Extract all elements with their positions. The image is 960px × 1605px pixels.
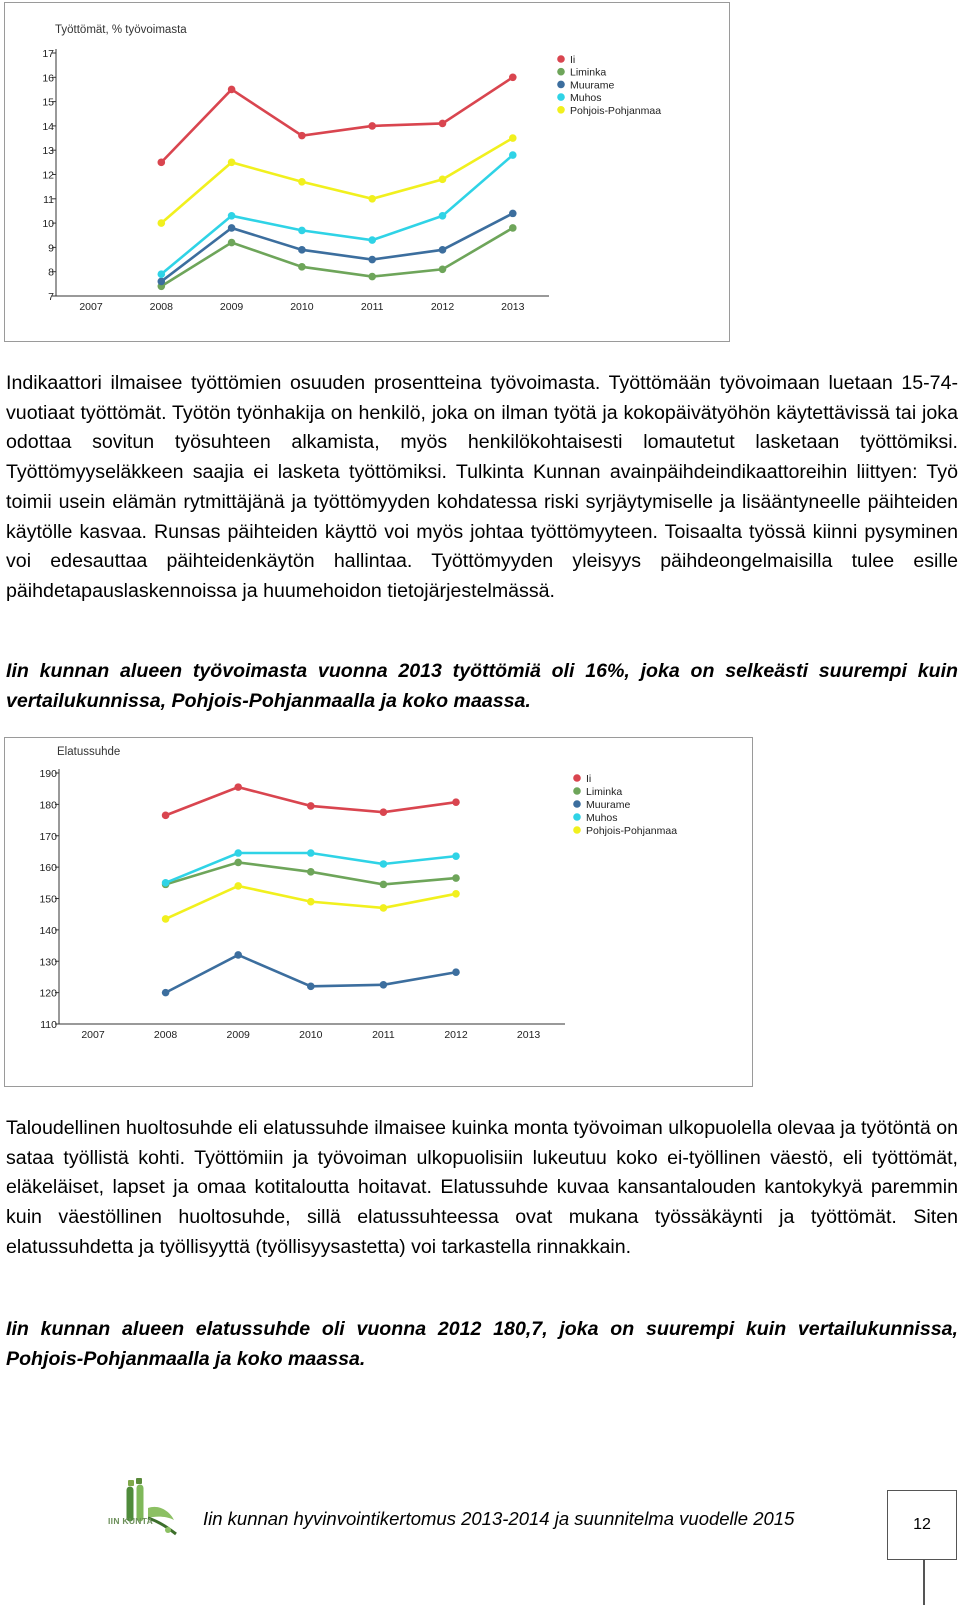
data-point-muhos	[158, 270, 166, 278]
data-point-liminka	[368, 273, 376, 281]
data-point-pohjois-pohjanmaa	[439, 176, 447, 184]
data-point-muhos	[368, 236, 376, 244]
municipality-logo-text: IIN KUNTA	[108, 1516, 154, 1526]
data-point-muurame	[368, 256, 376, 264]
y-tick-label: 110	[40, 1019, 57, 1031]
data-point-muhos	[228, 212, 236, 220]
legend-label: Muurame	[586, 799, 631, 811]
data-point-ii	[307, 802, 315, 810]
data-point-pohjois-pohjanmaa	[162, 915, 170, 923]
data-point-liminka	[228, 239, 236, 247]
y-tick-label: 140	[39, 924, 57, 937]
legend-label: Muurame	[570, 79, 615, 92]
legend-marker	[573, 800, 581, 808]
x-tick-label: 2009	[219, 301, 244, 313]
data-point-muhos	[307, 849, 315, 857]
data-point-muhos	[298, 227, 306, 235]
paragraph-dependency-definition: Taloudellinen huoltosuhde eli elatussuhde ilmaisee kuinka monta työvoiman ulkopuolella olevaa ja työtöntä on sataa työllistä kohti. Työttömiin ja työvoiman ulkopuolisiin lukeutuu koko ei-työllinen väestö, eli työttömät, eläkeläiset, lapset ja omaa kotitaloutta hoitavat. Elatussuhde kuvaa kansantalouden kantokykyä paremmin kuin väestöllinen huoltosuhde, sillä elatussuhteessa ovat mukana työssäkäynti ja työttömät. Siten elatussuhdetta ja työllisyyttä (työllisyysastetta) voi tarkastella rinnakkain.	[6, 1117, 959, 1258]
y-tick-label: 120	[39, 987, 57, 1000]
y-tick-label: 180	[39, 799, 57, 812]
chart-title: Työttömät, % työvoimasta	[55, 24, 187, 36]
x-tick-label: 2007	[81, 1029, 105, 1041]
x-tick-label: 2008	[149, 301, 173, 313]
data-point-muurame	[307, 983, 315, 991]
data-point-ii	[234, 783, 242, 791]
series-line-pohjois-pohjanmaa	[161, 138, 513, 223]
y-tick-label: 15	[42, 96, 54, 109]
x-tick-label: 2012	[444, 1029, 468, 1041]
data-point-ii	[368, 122, 376, 130]
data-point-liminka	[234, 859, 242, 867]
x-tick-label: 2009	[226, 1029, 250, 1041]
legend-marker	[557, 81, 565, 89]
y-tick-label: 11	[43, 193, 54, 206]
data-point-ii	[298, 132, 306, 140]
unemployment-chart	[4, 2, 730, 342]
y-tick-label: 7	[48, 291, 54, 303]
data-point-muhos	[162, 879, 170, 887]
data-point-pohjois-pohjanmaa	[509, 134, 517, 142]
data-point-pohjois-pohjanmaa	[380, 904, 388, 912]
data-point-muhos	[380, 860, 388, 868]
data-point-ii	[162, 812, 170, 820]
y-tick-label: 130	[39, 956, 57, 969]
footer-title: Iin kunnan hyvinvointikertomus 2013-2014 ja suunnitelma vuodelle 2015	[203, 1508, 795, 1529]
legend-label: Liminka	[570, 66, 607, 79]
legend-marker	[573, 774, 581, 782]
data-point-muurame	[439, 246, 447, 254]
data-point-liminka	[439, 265, 447, 273]
data-point-muurame	[509, 210, 517, 218]
x-tick-label: 2013	[516, 1029, 541, 1041]
data-point-pohjois-pohjanmaa	[307, 898, 315, 906]
data-point-muurame	[158, 278, 166, 286]
paragraph-unemployment-definition: Indikaattori ilmaisee työttömien osuuden prosentteina työvoimasta. Työttömään työvoimaan luetaan 15-74-vuotiaat työttömät. Työtön työnhakija on henkilö, joka on ilman työtä ja kokopäivätyöhön käytettävissä tai joka odottaa sovitun työsuhteen alkamista, myös henkilökohtaisesti lomautetut lasketaan työttömiksi. Työttömyyseläkkeen saajia ei lasketa työttömiksi. Tulkinta Kunnan avainpäihdeindikaattoreihin liittyen: Työ toimii usein elämän rytmittäjänä ja työttömyyden kohdatessa riski syrjäytymiselle ja lisääntyneelle päihteiden käytölle kasvaa. Runsas päihteiden käyttö voi myös johtaa työttömyyteen. Toisaalta työssä kiinni pysyminen voi edesauttaa päihteidenkäytön hallintaa. Työttömyyden yleisyys päihdeongelmaisilla tulee esille päihdetapauslaskennoissa ja huumehoidon tietojärjestelmässä.	[6, 372, 958, 602]
x-tick-label: 2013	[501, 301, 525, 313]
y-tick-label: 150	[39, 893, 57, 906]
y-tick-label: 17	[42, 48, 54, 60]
page-number-box	[887, 1490, 957, 1560]
legend-label: Ii	[586, 773, 592, 785]
legend-label: Ii	[570, 54, 576, 66]
y-tick-label: 170	[39, 830, 57, 843]
data-point-ii	[452, 798, 460, 806]
unemployment-chart-svg	[5, 3, 731, 343]
legend-label: Pohjois-Pohjanmaa	[586, 825, 678, 837]
page-number: 12	[913, 1516, 931, 1533]
data-point-ii	[158, 159, 166, 167]
data-point-muhos	[452, 852, 460, 860]
data-point-muurame	[162, 989, 170, 997]
x-tick-label: 2011	[360, 301, 384, 313]
series-line-ii	[166, 787, 456, 815]
data-point-liminka	[509, 224, 517, 232]
y-tick-label: 13	[42, 145, 54, 158]
chart-plot	[39, 746, 677, 1041]
data-point-ii	[509, 74, 517, 82]
series-line-muhos	[161, 155, 513, 274]
data-point-muhos	[439, 212, 447, 220]
legend-marker	[573, 813, 581, 821]
legend-marker	[557, 68, 565, 76]
page-number-rule	[923, 1560, 925, 1605]
data-point-muurame	[380, 981, 388, 989]
data-point-muurame	[452, 968, 460, 976]
data-point-pohjois-pohjanmaa	[158, 219, 166, 227]
y-tick-label: 9	[48, 242, 54, 255]
y-tick-label: 190	[39, 768, 57, 780]
data-point-muhos	[234, 849, 242, 857]
data-point-pohjois-pohjanmaa	[234, 882, 242, 890]
series-line-liminka	[161, 228, 513, 286]
data-point-liminka	[380, 881, 388, 889]
data-point-pohjois-pohjanmaa	[452, 890, 460, 898]
data-point-muhos	[509, 151, 517, 159]
data-point-ii	[380, 808, 388, 816]
x-tick-label: 2010	[290, 301, 314, 313]
data-point-muurame	[228, 224, 236, 232]
data-point-liminka	[452, 874, 460, 882]
legend-marker	[573, 826, 581, 834]
dependency-ratio-chart	[4, 737, 753, 1087]
series-line-ii	[161, 77, 513, 162]
legend-label: Muhos	[586, 812, 618, 824]
dependency-ratio-chart-svg	[5, 738, 754, 1088]
y-tick-label: 16	[42, 72, 54, 85]
data-point-pohjois-pohjanmaa	[298, 178, 306, 186]
y-tick-label: 160	[39, 862, 57, 875]
y-tick-label: 10	[42, 218, 54, 231]
legend-label: Pohjois-Pohjanmaa	[570, 104, 662, 117]
data-point-ii	[439, 120, 447, 128]
data-point-pohjois-pohjanmaa	[228, 159, 236, 167]
data-point-liminka	[298, 263, 306, 271]
paragraph-unemployment-summary: Iin kunnan alueen työvoimasta vuonna 2013 työttömiä oli 16%, joka on selkeästi suurempi kuin vertailukunnissa, Pohjois-Pohjanmaalla ja koko maassa.	[6, 660, 958, 712]
legend-marker	[557, 55, 565, 63]
y-tick-label: 8	[48, 266, 54, 279]
data-point-muurame	[234, 951, 242, 959]
paragraph-dependency-summary: Iin kunnan alueen elatussuhde oli vuonna 2012 180,7, joka on suurempi kuin vertailukunnissa, Pohjois-Pohjanmaalla ja koko maassa.	[6, 1318, 958, 1370]
chart-title: Elatussuhde	[57, 746, 121, 758]
municipality-logo	[108, 1478, 192, 1540]
data-point-muurame	[298, 246, 306, 254]
legend-label: Muhos	[570, 92, 602, 105]
x-tick-label: 2007	[79, 301, 103, 313]
x-tick-label: 2008	[153, 1029, 178, 1041]
data-point-liminka	[307, 868, 315, 876]
x-tick-label: 2012	[430, 301, 455, 313]
legend-marker	[557, 93, 565, 101]
y-tick-label: 12	[42, 169, 54, 182]
legend-label: Liminka	[586, 786, 623, 798]
x-tick-label: 2011	[372, 1029, 395, 1041]
series-line-muhos	[166, 853, 456, 883]
legend-marker	[557, 106, 565, 114]
x-tick-label: 2010	[299, 1029, 323, 1041]
data-point-pohjois-pohjanmaa	[368, 195, 376, 203]
chart-plot	[42, 24, 661, 313]
data-point-ii	[228, 86, 236, 94]
y-tick-label: 14	[42, 120, 54, 133]
legend-marker	[573, 787, 581, 795]
